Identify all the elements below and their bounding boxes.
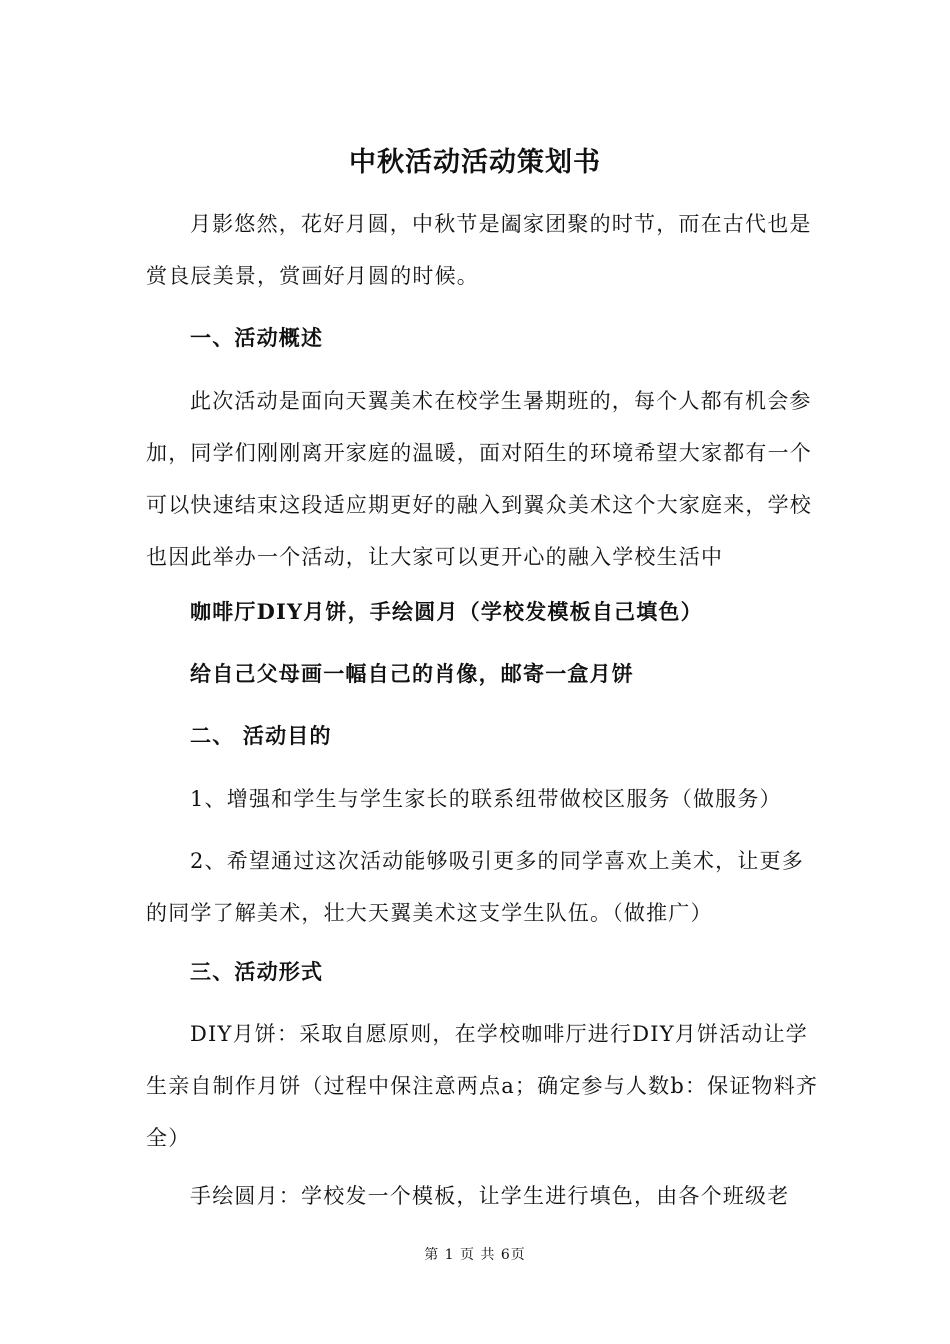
section3-hand-paragraph: 手绘圆月：学校发一个模板，让学生进行填色，由各个班级老 [190,1184,790,1208]
document-title: 中秋活动活动策划书 [349,147,601,178]
page-footer: 第 1 页 共 6页 [424,1247,526,1263]
section2-item-1: 1、增强和学生与学生家长的联系纽带做校区服务（做服务） [190,787,782,811]
section3-diy-paragraph: DIY月饼：采取自愿原则，在学校咖啡厅进行DIY月饼活动让学生亲自制作月饼（过程中保注意两点a；确定参与人数b：保证物料齐全） [146,1022,819,1150]
section1-body: 此次活动是面向天翼美术在校学生暑期班的，每个人都有机会参加，同学们刚刚离开家庭的温暖，面对陌生的环境希望大家都有一个可以快速结束这段适应期更好的融入到翼众美术这个大家庭来，学校也因此举办一个活动，让大家可以更开心的融入学校生活中 [146,389,812,569]
section2-heading-text: 二、 活动目的 [190,723,332,748]
section1-bold-line-2: 给自己父母画一幅自己的肖像，邮寄一盒月饼 [190,661,634,686]
section1-bold-line-1: 咖啡厅DIY月饼，手绘圆月（学校发模板自己填色） [190,599,703,624]
section2-heading [146,710,826,762]
section1-heading: 一、活动概述 [190,325,324,350]
section2-item-2: 2、希望通过这次活动能够吸引更多的同学喜欢上美术，让更多的同学了解美术，壮大天翼美术这支学生队伍。（做推广） [146,849,804,925]
section3-heading: 三、活动形式 [190,959,324,984]
intro-paragraph: 月影悠然，花好月圆，中秋节是阖家团聚的时节，而在古代也是赏良辰美景，赏画好月圆的时候。 [146,212,812,288]
